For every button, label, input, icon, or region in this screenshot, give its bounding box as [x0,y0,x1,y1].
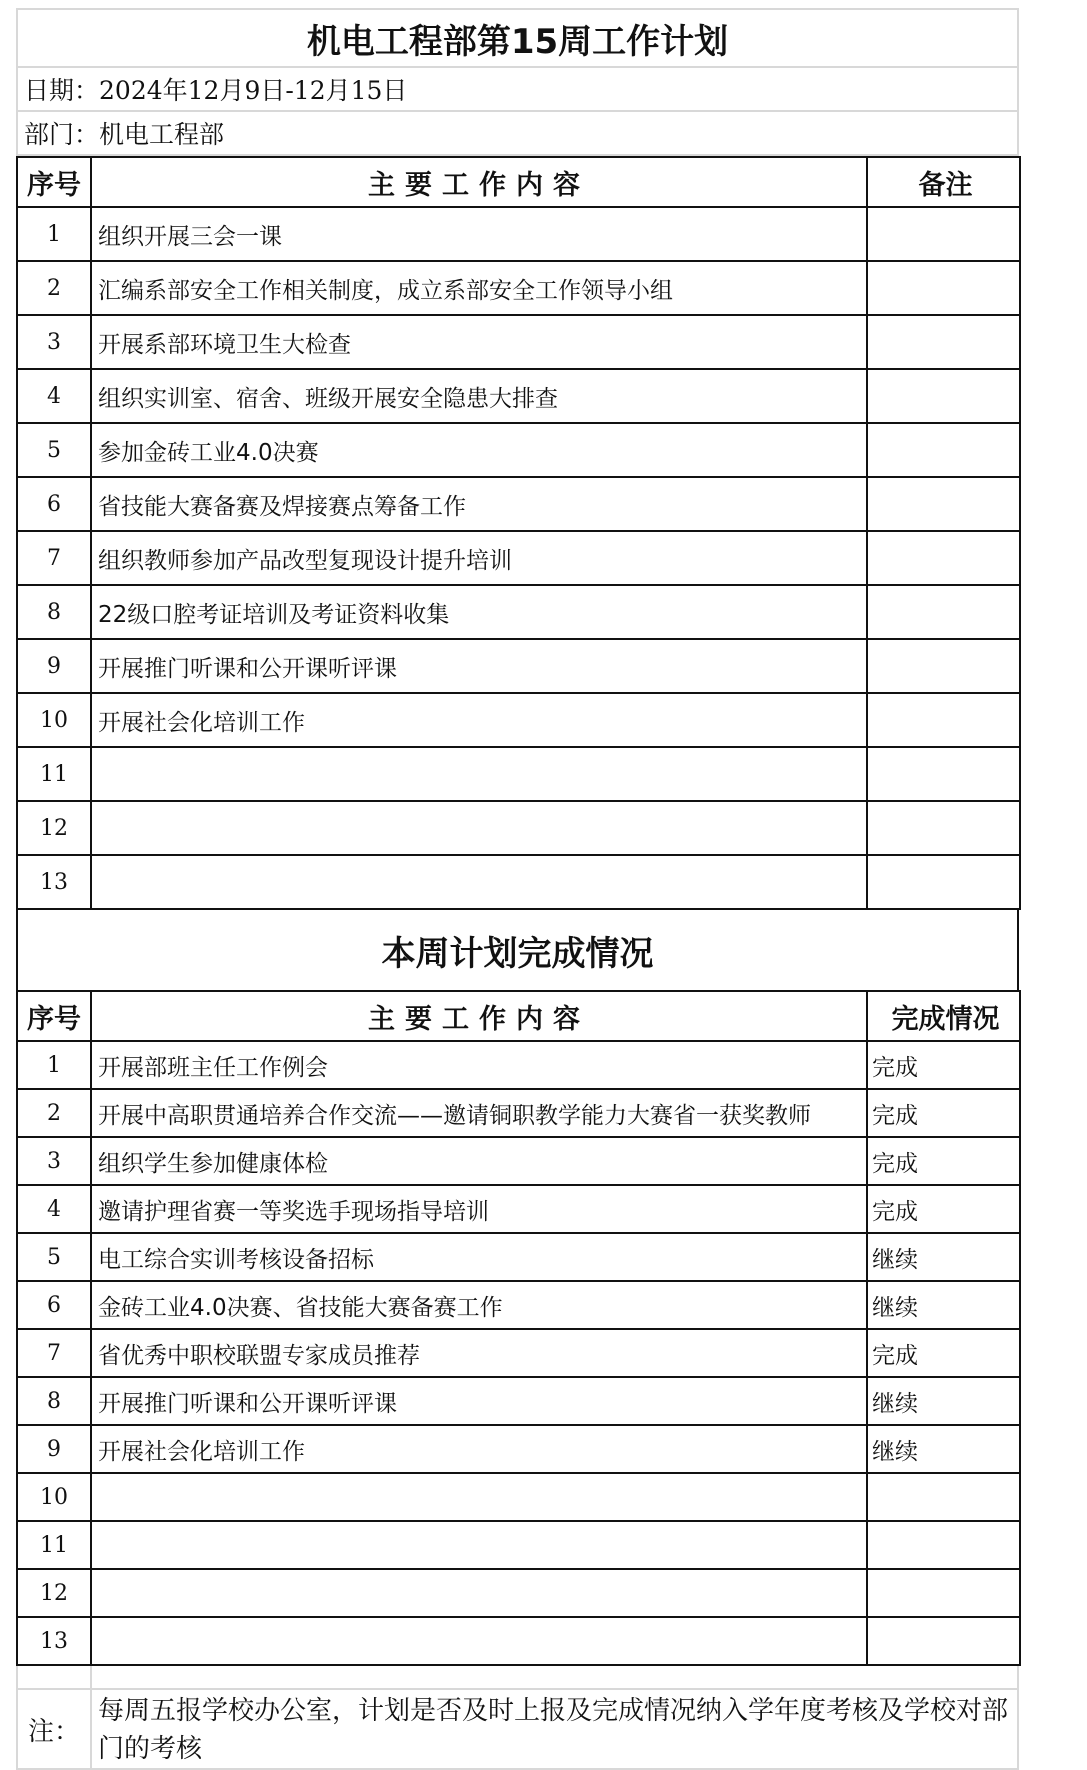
note-label: 注： [18,1690,92,1768]
completion-row [17,1137,1020,1185]
plan-row-number: 8 [17,585,91,639]
completion-row-status [867,1473,1020,1521]
completion-title: 本周计划完成情况 [16,910,1019,990]
plan-row-remark [867,801,1020,855]
plan-row-remark [867,693,1020,747]
completion-row [17,1473,1020,1521]
title-row [16,8,1019,68]
completion-row-content [91,1569,867,1617]
completion-row-status [867,1617,1020,1665]
plan-table [16,156,1021,910]
plan-row-remark [867,477,1020,531]
completion-row-status [867,1521,1020,1569]
plan-row-number: 5 [17,423,91,477]
plan-row-content [91,801,867,855]
plan-row-content: 组织教师参加产品改型复现设计提升培训 [91,531,867,585]
completion-row-status: 完成 [867,1089,1020,1137]
plan-row-content: 开展系部环境卫生大检查 [91,315,867,369]
plan-row-number: 7 [17,531,91,585]
completion-row-status: 继续 [867,1233,1020,1281]
completion-row-status: 继续 [867,1377,1020,1425]
date-label: 日期： [24,76,100,105]
completion-row-content [91,1473,867,1521]
completion-col-content: 主要工作内容 [91,991,867,1041]
completion-row-number: 3 [17,1137,91,1185]
plan-row-remark [867,855,1020,909]
completion-row [17,1185,1020,1233]
completion-row-status: 完成 [867,1041,1020,1089]
plan-col-remark: 备注 [867,157,1020,207]
plan-row-remark [867,261,1020,315]
page-title: 机电工程部第15周工作计划 [306,21,729,62]
completion-row-status: 继续 [867,1425,1020,1473]
plan-row-remark [867,369,1020,423]
plan-row-remark [867,639,1020,693]
plan-row-number: 10 [17,693,91,747]
plan-row-remark [867,747,1020,801]
completion-col-status: 完成情况 [867,991,1020,1041]
completion-row-status: 完成 [867,1137,1020,1185]
dept-value: 机电工程部 [99,120,225,149]
plan-row-content [91,855,867,909]
plan-row-content: 组织实训室、宿舍、班级开展安全隐患大排查 [91,369,867,423]
plan-row-number: 12 [17,801,91,855]
completion-row-number: 13 [17,1617,91,1665]
completion-row-number: 6 [17,1281,91,1329]
completion-row-content: 开展部班主任工作例会 [91,1041,867,1089]
completion-row-status: 继续 [867,1281,1020,1329]
completion-row [17,1089,1020,1137]
plan-row-number: 6 [17,477,91,531]
plan-row-content: 22级口腔考证培训及考证资料收集 [91,585,867,639]
completion-row-number: 11 [17,1521,91,1569]
completion-row [17,1377,1020,1425]
plan-row-content: 参加金砖工业4.0决赛 [91,423,867,477]
plan-row-number: 1 [17,207,91,261]
plan-row [17,369,1020,423]
completion-row-content: 电工综合实训考核设备招标 [91,1233,867,1281]
plan-row [17,315,1020,369]
plan-row-number: 13 [17,855,91,909]
completion-row [17,1569,1020,1617]
completion-row-number: 1 [17,1041,91,1089]
plan-row [17,531,1020,585]
plan-row-remark [867,315,1020,369]
spacer-row [16,1666,1019,1690]
dept-label: 部门： [24,120,100,149]
completion-row [17,1425,1020,1473]
completion-row [17,1617,1020,1665]
plan-row-number: 3 [17,315,91,369]
plan-row-remark [867,531,1020,585]
plan-row-number: 4 [17,369,91,423]
date-value: 2024年12月9日-12月15日 [99,76,408,105]
completion-row-number: 7 [17,1329,91,1377]
plan-row-number: 2 [17,261,91,315]
plan-row [17,261,1020,315]
completion-row [17,1041,1020,1089]
plan-col-content: 主要工作内容 [91,157,867,207]
completion-row-number: 12 [17,1569,91,1617]
plan-col-no: 序号 [17,157,91,207]
plan-row [17,855,1020,909]
plan-row-content: 开展社会化培训工作 [91,693,867,747]
plan-row [17,423,1020,477]
plan-row-content: 汇编系部安全工作相关制度，成立系部安全工作领导小组 [91,261,867,315]
plan-row-remark [867,423,1020,477]
plan-row-content [91,747,867,801]
completion-row-content [91,1521,867,1569]
completion-row-status [867,1569,1020,1617]
work-plan-sheet [16,8,1019,1770]
plan-row [17,477,1020,531]
completion-header-row [17,991,1020,1041]
plan-row [17,747,1020,801]
completion-row [17,1233,1020,1281]
completion-row-number: 4 [17,1185,91,1233]
plan-row-content: 组织开展三会一课 [91,207,867,261]
note-row [16,1690,1019,1770]
dept-row [16,112,1019,156]
plan-row [17,207,1020,261]
completion-row-content: 金砖工业4.0决赛、省技能大赛备赛工作 [91,1281,867,1329]
completion-row-content: 开展中高职贯通培养合作交流——邀请铜职教学能力大赛省一获奖教师 [91,1089,867,1137]
completion-row-content: 省优秀中职校联盟专家成员推荐 [91,1329,867,1377]
plan-row-content: 省技能大赛备赛及焊接赛点筹备工作 [91,477,867,531]
plan-row-number: 9 [17,639,91,693]
plan-row [17,639,1020,693]
completion-row [17,1281,1020,1329]
plan-row-number: 11 [17,747,91,801]
plan-header-row [17,157,1020,207]
note-text: 每周五报学校办公室，计划是否及时上报及完成情况纳入学年度考核及学校对部门的考核 [98,1696,1009,1764]
completion-row [17,1521,1020,1569]
plan-row [17,693,1020,747]
completion-row-number: 9 [17,1425,91,1473]
plan-row [17,801,1020,855]
completion-table [16,990,1021,1666]
completion-row-content: 组织学生参加健康体检 [91,1137,867,1185]
plan-row-remark [867,207,1020,261]
completion-row-content: 开展社会化培训工作 [91,1425,867,1473]
completion-row-number: 10 [17,1473,91,1521]
completion-row-content [91,1617,867,1665]
completion-row-number: 5 [17,1233,91,1281]
date-row [16,68,1019,112]
plan-row-content: 开展推门听课和公开课听评课 [91,639,867,693]
plan-row [17,585,1020,639]
plan-row-remark [867,585,1020,639]
completion-row-content: 开展推门听课和公开课听评课 [91,1377,867,1425]
completion-row-number: 2 [17,1089,91,1137]
completion-row [17,1329,1020,1377]
completion-row-status: 完成 [867,1329,1020,1377]
completion-row-status: 完成 [867,1185,1020,1233]
completion-col-no: 序号 [17,991,91,1041]
completion-row-content: 邀请护理省赛一等奖选手现场指导培训 [91,1185,867,1233]
completion-row-number: 8 [17,1377,91,1425]
